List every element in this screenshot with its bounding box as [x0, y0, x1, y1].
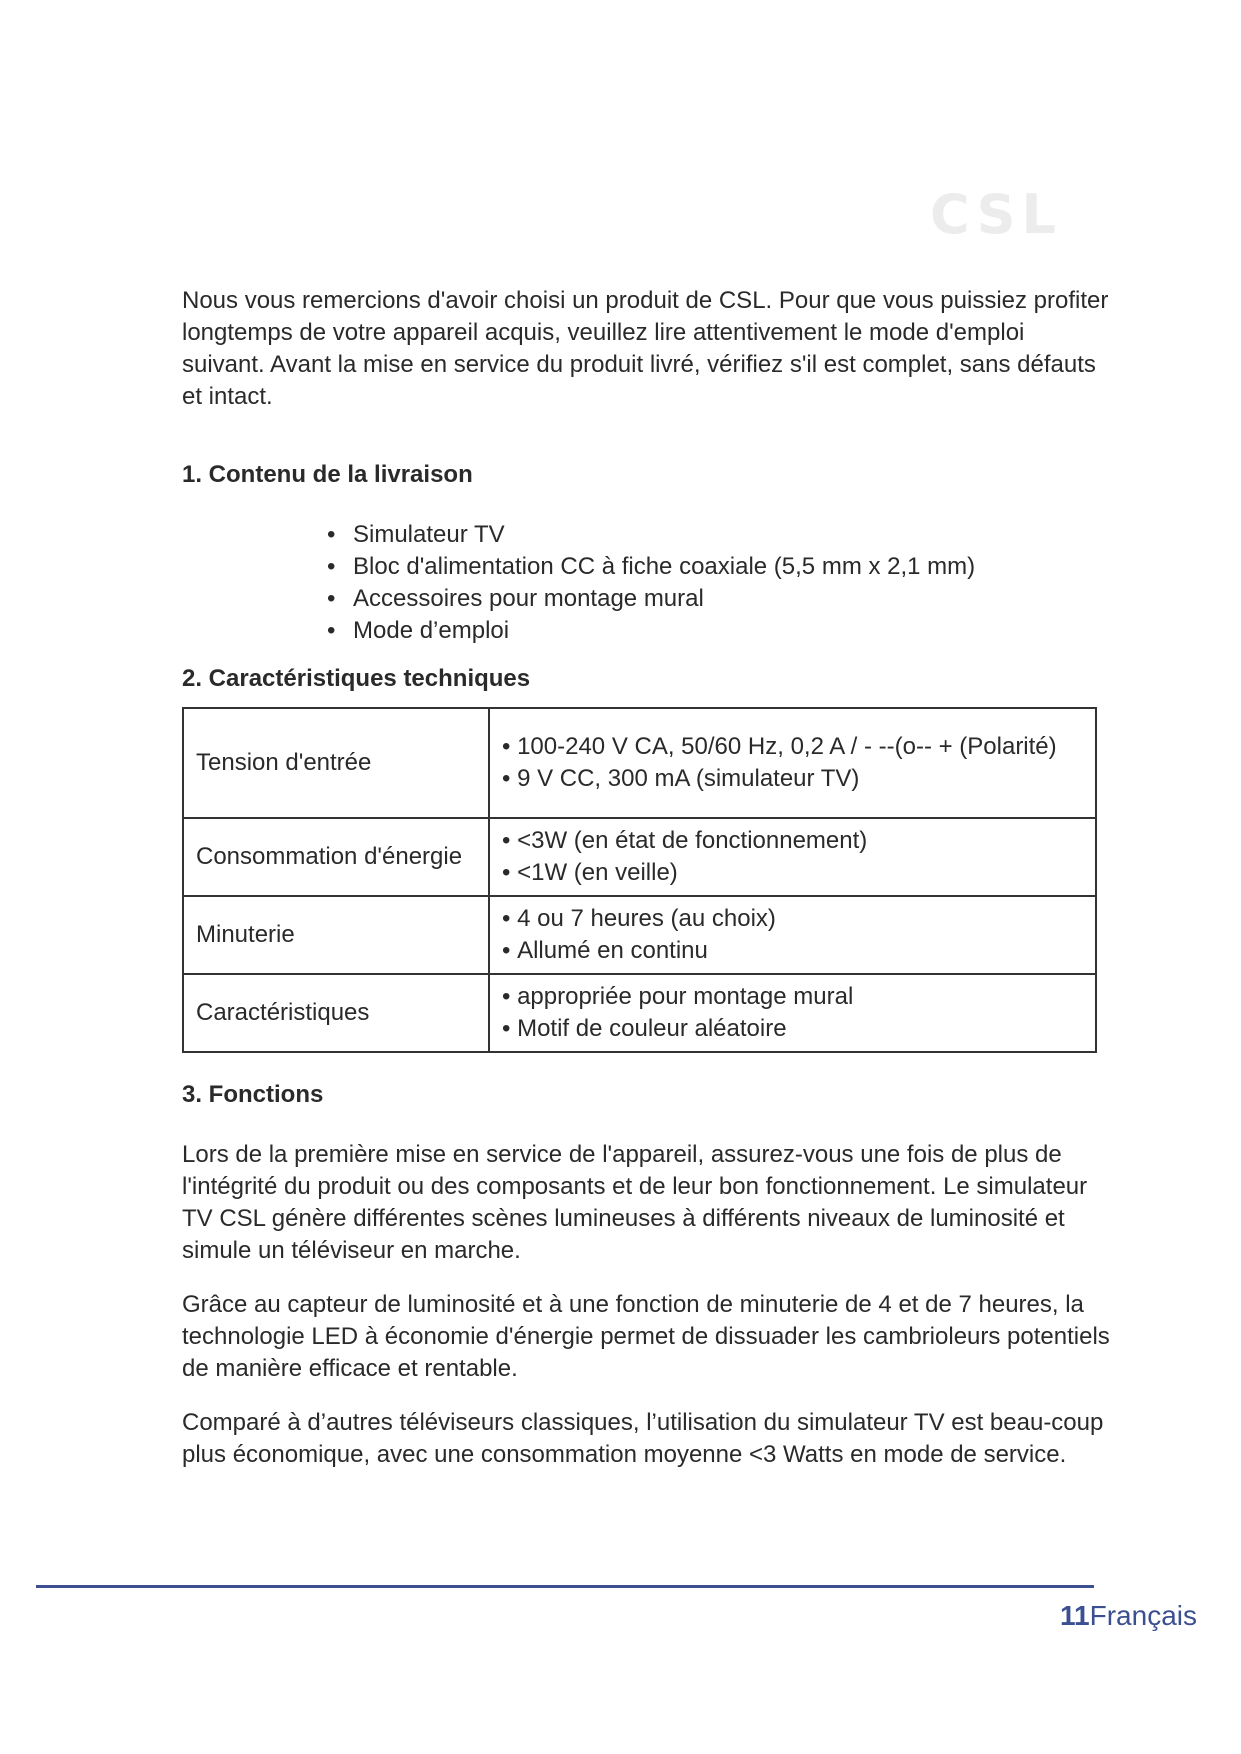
list-item: • Simulateur TV — [327, 519, 1112, 551]
spec-label: Minuterie — [183, 896, 489, 974]
spec-values — [489, 896, 1096, 974]
list-item: • Mode d’emploi — [327, 615, 1112, 647]
section-1-title: 1. Contenu de la livraison — [182, 461, 473, 488]
page-footer — [1060, 1600, 1197, 1632]
page-content — [182, 285, 1112, 1471]
section-2-title: 2. Caractéristiques techniques — [182, 665, 531, 692]
page-number: 11 — [1060, 1600, 1090, 1631]
spec-values — [489, 708, 1096, 818]
footer-language: Français — [1089, 1600, 1197, 1631]
specifications-table — [182, 707, 1097, 1053]
spec-label: Caractéristiques — [183, 974, 489, 1052]
spec-label: Consommation d'énergie — [183, 818, 489, 896]
footer-rule — [36, 1585, 1094, 1588]
functions-paragraph: Lors de la première mise en service de l'appareil, assurez-vous une fois de plus de l'intégrité du produit ou des composants et de leur bon fonctionnement. Le simulateur TV CSL génère différentes scènes lumineuses à différents niveaux de luminosité et simule un téléviseur en marche. — [182, 1141, 1088, 1264]
functions-paragraph: Grâce au capteur de luminosité et à une fonction de minuterie de 4 et de 7 heures, la technologie LED à économie d'énergie permet de dissuader les cambrioleurs potentiels de manière efficace et rentable. — [182, 1291, 1110, 1382]
intro-paragraph: Nous vous remercions d'avoir choisi un produit de CSL. Pour que vous puissiez profiter longtemps de votre appareil acquis, veuillez lire attentivement le mode d'emploi suivant. Avant la mise en service du produit livré, vérifiez s'il est complet, sans défauts et intact. — [182, 287, 1109, 410]
spec-value: • appropriée pour montage mural — [502, 981, 1083, 1013]
spec-value: • <3W (en état de fonctionnement) — [502, 825, 1083, 857]
table-row — [183, 896, 1096, 974]
delivery-contents-list — [327, 519, 1112, 647]
spec-values — [489, 974, 1096, 1052]
functions-paragraph: Comparé à d’autres téléviseurs classiques, l’utilisation du simulateur TV est beau-coup plus économique, avec une consommation moyenne <3 Watts en mode de service. — [182, 1409, 1104, 1468]
spec-value: • 4 ou 7 heures (au choix) — [502, 903, 1083, 935]
spec-value: • Allumé en continu — [502, 935, 1083, 967]
table-row — [183, 708, 1096, 818]
section-3-title: 3. Fonctions — [182, 1081, 324, 1108]
spec-value: • <1W (en veille) — [502, 857, 1083, 889]
table-row — [183, 818, 1096, 896]
table-row — [183, 974, 1096, 1052]
spec-values — [489, 818, 1096, 896]
spec-value: • 9 V CC, 300 mA (simulateur TV) — [502, 763, 1083, 795]
spec-label: Tension d'entrée — [183, 708, 489, 818]
csl-logo: CSL — [930, 183, 1062, 246]
spec-value: • 100-240 V CA, 50/60 Hz, 0,2 A / - --(o-- + (Polarité) — [502, 731, 1083, 763]
list-item: • Accessoires pour montage mural — [327, 583, 1112, 615]
spec-value: • Motif de couleur aléatoire — [502, 1013, 1083, 1045]
list-item: • Bloc d'alimentation CC à fiche coaxiale (5,5 mm x 2,1 mm) — [327, 551, 1112, 583]
